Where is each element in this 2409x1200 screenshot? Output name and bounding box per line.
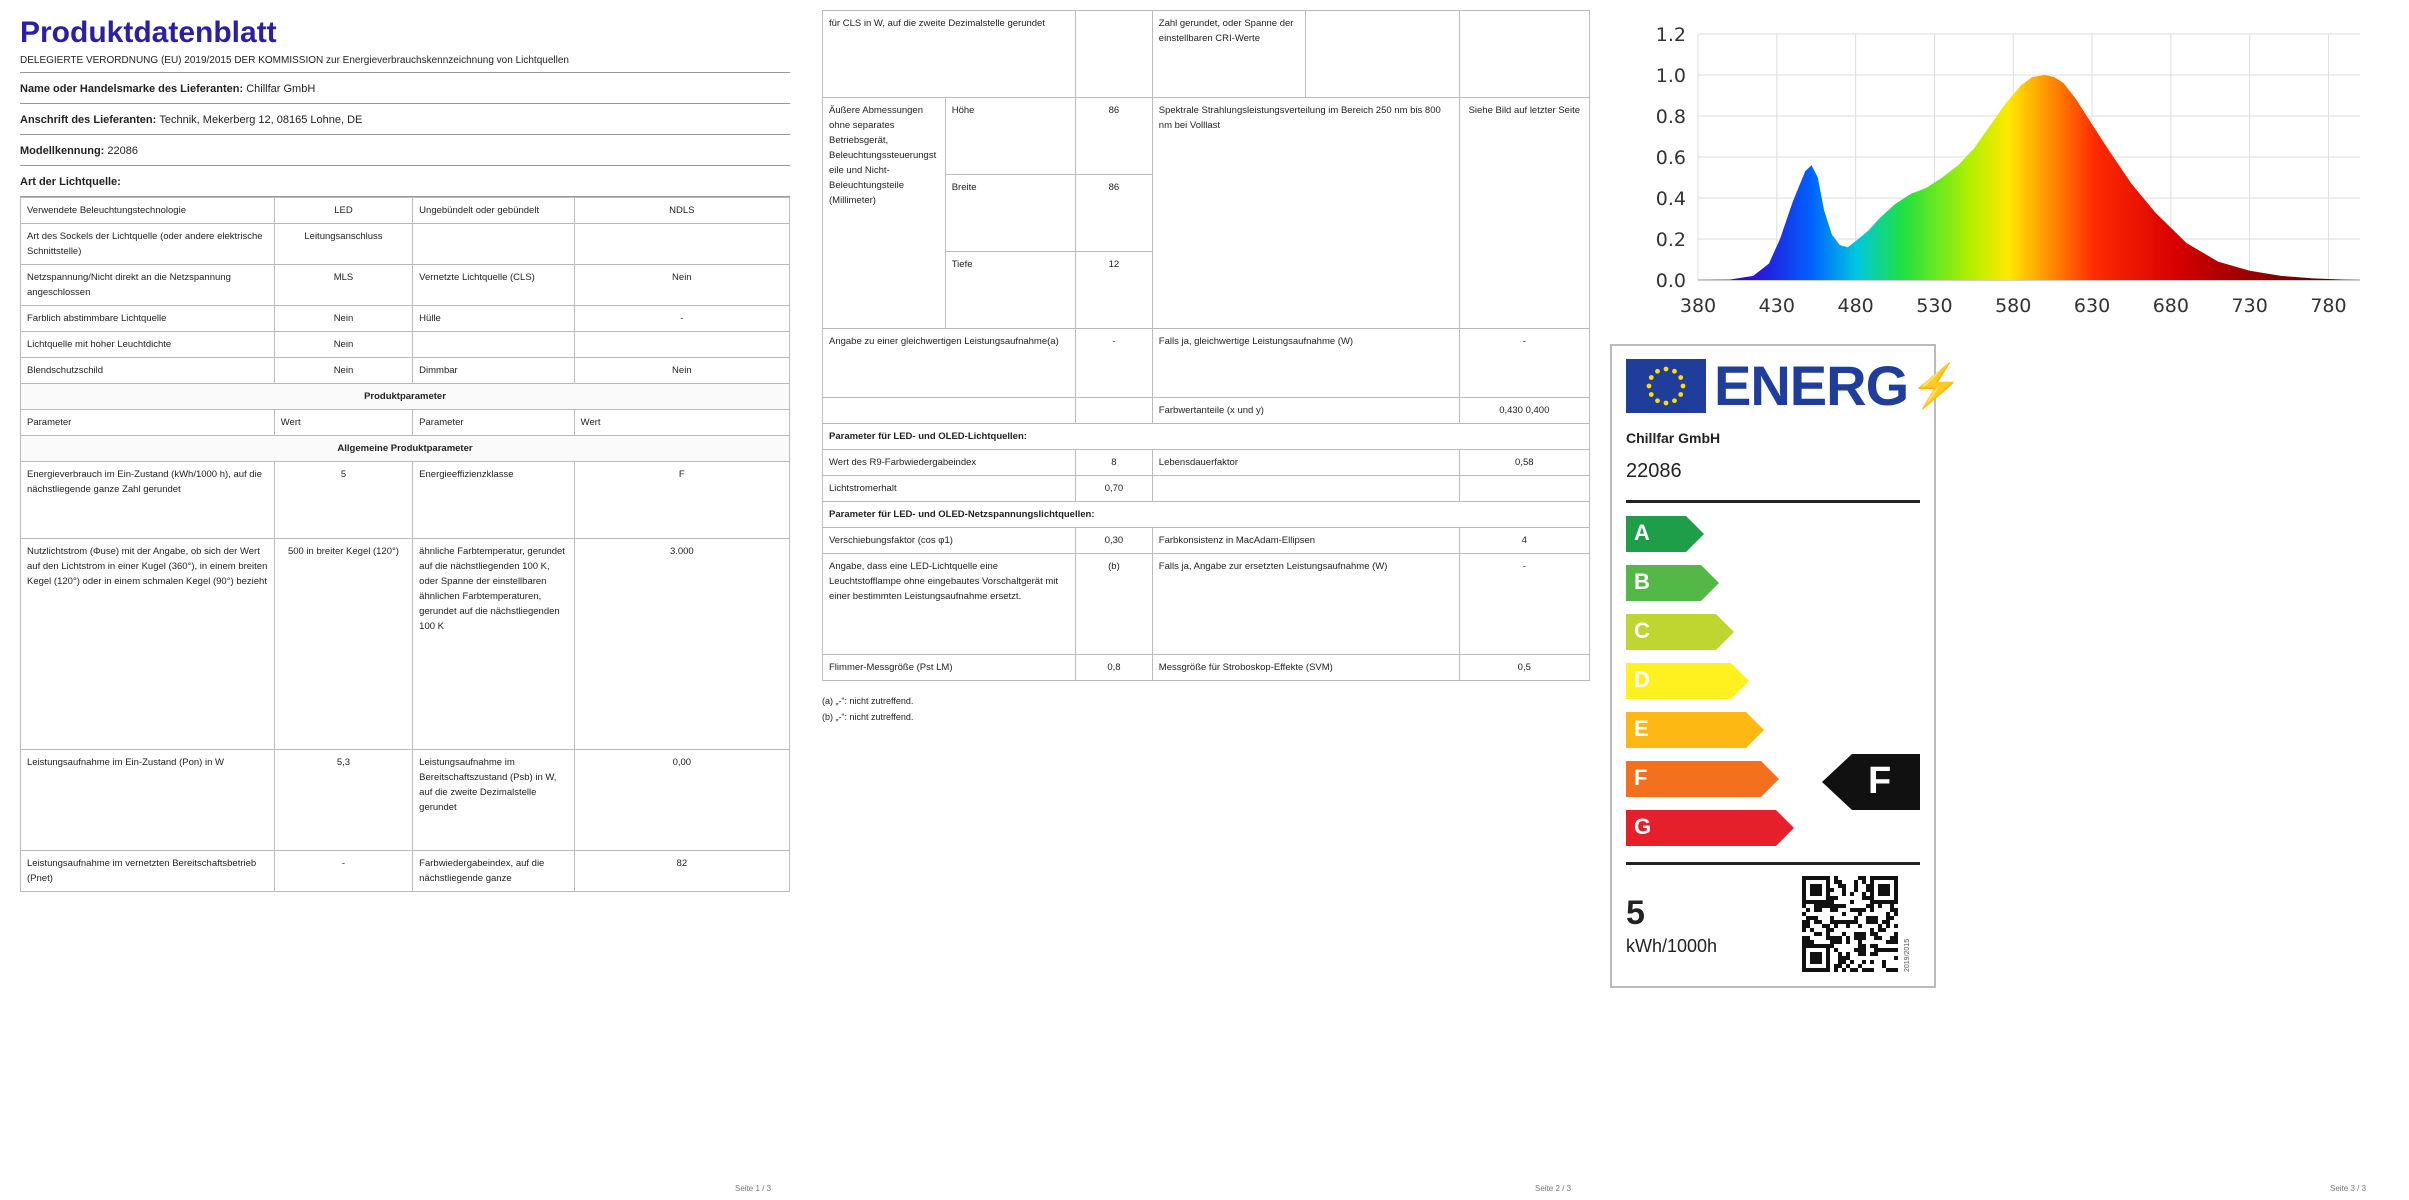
class-letter: E <box>1634 716 1649 741</box>
section-row <box>21 436 790 462</box>
table-cell <box>1076 11 1153 98</box>
dimension-name: Tiefe <box>945 252 1075 329</box>
table-cell: 0,30 <box>1076 528 1153 554</box>
x-tick-label: 630 <box>2073 295 2111 317</box>
supplier-line <box>20 73 790 104</box>
spectrum-area <box>1698 75 2360 280</box>
table-cell: 82 <box>574 851 789 892</box>
x-tick-label: 480 <box>1837 295 1874 317</box>
table-row <box>21 306 790 332</box>
table-cell: für CLS in W, auf die zweite Dezimalstelle gerundet <box>823 11 1076 98</box>
table-cell: 500 in breiter Kegel (120°) <box>274 539 412 750</box>
table-row <box>823 450 1590 476</box>
table-cell <box>1152 476 1459 502</box>
y-tick-labels <box>1656 24 1686 292</box>
footnote-a: (a) „-“: nicht zutreffend. <box>822 696 914 706</box>
class-bar <box>1626 761 1781 797</box>
table-cell: 0,8 <box>1076 655 1153 681</box>
table-row <box>21 358 790 384</box>
column-header: Parameter <box>21 410 275 436</box>
table-cell: Nein <box>574 358 789 384</box>
table-cell: 0,58 <box>1459 450 1589 476</box>
table-cell <box>1459 11 1589 98</box>
flag-star <box>1655 369 1660 374</box>
table-cell: - <box>1459 329 1589 398</box>
x-tick-label: 780 <box>2310 295 2347 317</box>
active-class-letter: F <box>1868 760 1892 802</box>
energy-consumption-value: 5 <box>1626 894 1645 932</box>
dimension-value: 12 <box>1076 252 1153 329</box>
class-letter: F <box>1634 765 1648 790</box>
table-row <box>21 462 790 539</box>
table-cell <box>413 224 574 265</box>
address-value: Technik, Mekerberg 12, 08165 Lohne, DE <box>159 114 363 126</box>
table-cell: Netzspannung/Nicht direkt an die Netzspannung angeschlossen <box>21 265 275 306</box>
table-row <box>21 332 790 358</box>
table-row <box>823 528 1590 554</box>
lightning-icon: ⚡ <box>1910 361 1963 409</box>
table-row <box>21 198 790 224</box>
table-row <box>823 476 1590 502</box>
table-cell: - <box>574 306 789 332</box>
flag-star <box>1678 375 1683 380</box>
address-label: Anschrift des Lieferanten: <box>20 114 157 126</box>
table-row <box>823 655 1590 681</box>
table-cell: Angabe zu einer gleichwertigen Leistungsaufnahme(a) <box>823 329 1076 398</box>
table-cell: - <box>1459 554 1589 655</box>
table-cell: Verwendete Beleuchtungstechnologie <box>21 198 275 224</box>
dimension-value: 86 <box>1076 98 1153 175</box>
x-tick-label: 580 <box>1995 295 2032 317</box>
qr-code-icon <box>1802 876 1898 972</box>
section-row <box>823 502 1590 528</box>
table-cell: Zahl gerundet, oder Spanne der einstellbaren CRI-Werte <box>1152 11 1305 98</box>
table-cell: Vernetzte Lichtquelle (CLS) <box>413 265 574 306</box>
eu-flag-icon <box>1626 359 1706 413</box>
table-cell: 3.000 <box>574 539 789 750</box>
params-table-continued <box>822 10 1590 681</box>
address-line <box>20 104 790 135</box>
table-cell: Dimmbar <box>413 358 574 384</box>
table-row <box>823 554 1590 655</box>
datasheet-page-1 <box>20 10 790 892</box>
section-row <box>21 384 790 410</box>
table-cell: Nein <box>274 358 412 384</box>
table-cell: Farbwiedergabeindex, auf die nächstliegende ganze <box>413 851 574 892</box>
datasheet-page-2 <box>822 10 1590 725</box>
table-cell: - <box>1076 329 1153 398</box>
flag-star <box>1672 369 1677 374</box>
table-cell: Wert des R9-Farbwiedergabeindex <box>823 450 1076 476</box>
table-cell: Leitungsanschluss <box>274 224 412 265</box>
column-header: Wert <box>574 410 789 436</box>
label-divider-bottom <box>1626 862 1920 865</box>
energy-logo-text: ENERG <box>1714 354 1909 417</box>
model-line <box>20 135 790 166</box>
table-row <box>823 11 1590 98</box>
label-model: 22086 <box>1626 460 1682 482</box>
y-tick-label: 0.2 <box>1655 229 1686 251</box>
table-cell: Verschiebungsfaktor (cos φ1) <box>823 528 1076 554</box>
dimension-value: 86 <box>1076 175 1153 252</box>
energy-consumption-unit: kWh/1000h <box>1626 936 1718 956</box>
class-bar <box>1626 516 1706 552</box>
table-cell: Nutzlichtstrom (Φuse) mit der Angabe, ob sich der Wert auf den Lichtstrom in einer Kugel (360°), in einem breiten Kegel (120°) oder in einem schmalen Kegel (90°) bezieht <box>21 539 275 750</box>
table-cell <box>1306 11 1459 98</box>
flag-star <box>1681 384 1686 389</box>
table-cell: Falls ja, gleichwertige Leistungsaufnahme (W) <box>1152 329 1459 398</box>
table-cell: - <box>274 851 412 892</box>
table-cell: Lebensdauerfaktor <box>1152 450 1459 476</box>
dimension-name: Höhe <box>945 98 1075 175</box>
table-cell: 4 <box>1459 528 1589 554</box>
table-cell <box>823 398 1076 424</box>
page-title: Produktdatenblatt <box>20 16 277 49</box>
active-class-pointer <box>1822 754 1920 810</box>
table-cell <box>574 332 789 358</box>
class-bar <box>1626 810 1796 846</box>
table-cell: Farbkonsistenz in MacAdam-Ellipsen <box>1152 528 1459 554</box>
flag-star <box>1664 401 1669 406</box>
page-number-2: Seite 2 / 3 <box>1535 1184 1572 1193</box>
table-row <box>21 265 790 306</box>
table-cell: 0,430 0,400 <box>1459 398 1589 424</box>
supplier-label: Name oder Handelsmarke des Lieferanten: <box>20 83 244 95</box>
table-cell: Messgröße für Stroboskop-Effekte (SVM) <box>1152 655 1459 681</box>
spectral-distribution-chart <box>1630 18 2370 328</box>
model-value: 22086 <box>107 145 138 157</box>
x-tick-label: 730 <box>2231 295 2268 317</box>
table-cell: Angabe, dass eine LED-Lichtquelle eine Leuchtstofflampe ohne eingebautes Vorschaltgerät mit einer bestimmten Leistungsaufnahme ersetzt. <box>823 554 1076 655</box>
table-cell <box>1459 476 1589 502</box>
flag-star <box>1655 398 1660 403</box>
general-params-heading: Allgemeine Produktparameter <box>21 436 790 462</box>
dimensions-label: Äußere Abmessungen ohne separates Betriebsgerät, Beleuchtungssteuerungsteile und Nicht-Beleuchtungsteile (Millimeter) <box>823 98 946 329</box>
class-bar <box>1626 663 1751 699</box>
class-letter: G <box>1634 814 1652 839</box>
y-tick-label: 0.0 <box>1655 270 1686 292</box>
energy-label-header <box>1626 354 1963 417</box>
footnotes <box>822 693 1590 725</box>
table-cell: Art des Sockels der Lichtquelle (oder andere elektrische Schnittstelle) <box>21 224 275 265</box>
spectral-value: Siehe Bild auf letzter Seite <box>1459 98 1589 329</box>
y-tick-label: 1.0 <box>1655 65 1686 87</box>
section-row <box>823 424 1590 450</box>
table-cell: (b) <box>1076 554 1153 655</box>
table-row <box>21 224 790 265</box>
table-cell: 8 <box>1076 450 1153 476</box>
y-tick-label: 0.4 <box>1655 188 1686 210</box>
table-row <box>21 851 790 892</box>
table-cell: LED <box>274 198 412 224</box>
table-cell: 0,5 <box>1459 655 1589 681</box>
table-cell: Leistungsaufnahme im Bereitschaftszustand (Psb) in W, auf die zweite Dezimalstelle gerundet <box>413 750 574 851</box>
table-cell: Nein <box>574 265 789 306</box>
regulation-subtitle: DELEGIERTE VERORDNUNG (EU) 2019/2015 DER KOMMISSION zur Energieverbrauchskennzeichnung von Lichtquellen <box>20 54 790 73</box>
class-bar <box>1626 614 1736 650</box>
table-cell: Lichtstromerhalt <box>823 476 1076 502</box>
table-cell: Falls ja, Angabe zur ersetzten Leistungsaufnahme (W) <box>1152 554 1459 655</box>
led-params-heading: Parameter für LED- und OLED-Lichtquellen: <box>823 424 1590 450</box>
table-cell: NDLS <box>574 198 789 224</box>
dimension-name: Breite <box>945 175 1075 252</box>
y-tick-label: 1.2 <box>1655 24 1686 46</box>
table-cell: Energieeffizienzklasse <box>413 462 574 539</box>
class-letter: D <box>1634 667 1650 692</box>
footnote-b: (b) „-“: nicht zutreffend. <box>822 712 914 722</box>
model-label: Modellkennung: <box>20 145 105 157</box>
label-divider-top <box>1626 500 1920 503</box>
supplier-value: Chillfar GmbH <box>246 83 316 95</box>
energy-label <box>1610 344 1963 988</box>
flag-star <box>1672 398 1677 403</box>
class-bar <box>1626 712 1766 748</box>
table-cell: Ungebündelt oder gebündelt <box>413 198 574 224</box>
table-cell <box>1076 398 1153 424</box>
x-tick-label: 680 <box>2152 295 2189 317</box>
flag-star <box>1678 392 1683 397</box>
table-cell: 5,3 <box>274 750 412 851</box>
light-type-table <box>20 197 790 892</box>
column-header: Parameter <box>413 410 574 436</box>
flag-star <box>1649 392 1654 397</box>
table-cell: Leistungsaufnahme im Ein-Zustand (Pon) in W <box>21 750 275 851</box>
table-cell: Leistungsaufnahme im vernetzten Bereitschaftsbetrieb (Pnet) <box>21 851 275 892</box>
class-bar <box>1626 565 1721 601</box>
header-row <box>21 410 790 436</box>
class-letter: C <box>1634 618 1650 643</box>
flag-star <box>1664 367 1669 372</box>
page-number-3: Seite 3 / 3 <box>2330 1184 2367 1193</box>
table-cell: Flimmer-Messgröße (Pst LM) <box>823 655 1076 681</box>
x-tick-labels <box>1680 295 2347 317</box>
table-row <box>21 750 790 851</box>
table-cell: Energieverbrauch im Ein-Zustand (kWh/1000 h), auf die nächstliegende ganze Zahl gerundet <box>21 462 275 539</box>
class-letter: B <box>1634 569 1650 594</box>
table-row <box>823 398 1590 424</box>
product-params-heading: Produktparameter <box>21 384 790 410</box>
x-tick-label: 530 <box>1916 295 1953 317</box>
table-cell: Nein <box>274 306 412 332</box>
table-cell: Blendschutzschild <box>21 358 275 384</box>
table-cell <box>574 224 789 265</box>
x-tick-label: 380 <box>1679 295 1717 317</box>
dimensions-row <box>823 98 1590 175</box>
table-cell: MLS <box>274 265 412 306</box>
table-cell: ähnliche Farbtemperatur, gerundet auf die nächstliegenden 100 K, oder Spanne der einstellbaren ähnlichen Farbtemperaturen, gerundet auf die nächstliegenden 100 K <box>413 539 574 750</box>
table-cell: Lichtquelle mit hoher Leuchtdichte <box>21 332 275 358</box>
table-cell: 0,00 <box>574 750 789 851</box>
qr-code-caption: 2019/2015 <box>1904 938 1911 972</box>
table-cell: 5 <box>274 462 412 539</box>
light-type-heading: Art der Lichtquelle: <box>20 166 790 197</box>
table-cell: Nein <box>274 332 412 358</box>
table-row <box>21 539 790 750</box>
flag-star <box>1647 384 1652 389</box>
label-supplier: Chillfar GmbH <box>1626 430 1721 446</box>
class-letter: A <box>1634 520 1650 545</box>
x-tick-label: 430 <box>1758 295 1795 317</box>
page-number-1: Seite 1 / 3 <box>735 1184 772 1193</box>
table-row <box>823 329 1590 398</box>
table-cell: 0,70 <box>1076 476 1153 502</box>
table-cell <box>413 332 574 358</box>
column-header: Wert <box>274 410 412 436</box>
table-cell: F <box>574 462 789 539</box>
table-cell: Hülle <box>413 306 574 332</box>
mains-params-heading: Parameter für LED- und OLED-Netzspannungslichtquellen: <box>823 502 1590 528</box>
flag-star <box>1649 375 1654 380</box>
y-tick-label: 0.8 <box>1655 106 1686 128</box>
y-tick-label: 0.6 <box>1655 147 1686 169</box>
spectral-label: Spektrale Strahlungsleistungsverteilung im Bereich 250 nm bis 800 nm bei Volllast <box>1152 98 1459 329</box>
table-cell: Farbwertanteile (x und y) <box>1152 398 1459 424</box>
table-cell: Farblich abstimmbare Lichtquelle <box>21 306 275 332</box>
